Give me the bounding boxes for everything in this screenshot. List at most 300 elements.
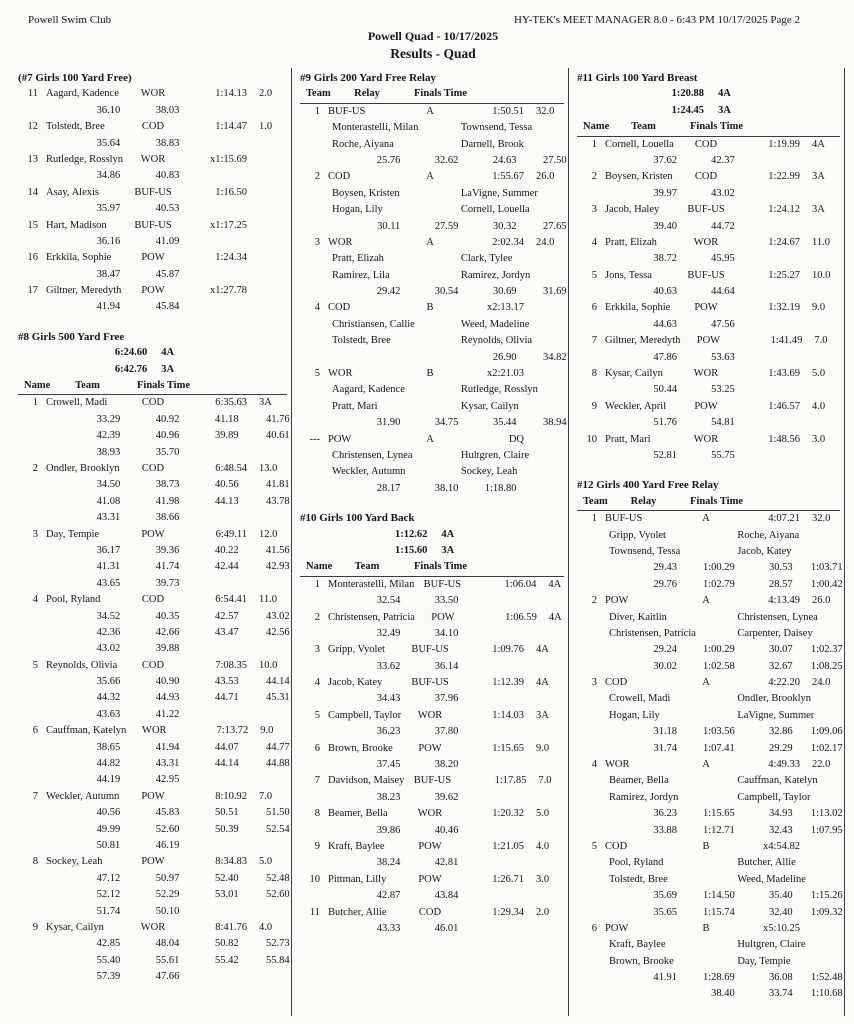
swimmer-name: Jacob, Katey (328, 677, 383, 689)
result-row (18, 185, 287, 201)
split-time: 47.66 (155, 971, 180, 983)
column-header-team: Team (75, 380, 100, 392)
split-time: 31.69 (543, 286, 567, 298)
column-header-team: Team (631, 121, 656, 133)
swimmer-name: Jons, Tessa (605, 269, 652, 281)
split-time: 41.94 (155, 741, 180, 753)
swimmer-name: Gripp, Vyolet (328, 644, 385, 656)
event-section (577, 477, 843, 1003)
team-code: BUF-US (134, 186, 172, 198)
relay-swimmer-name: Crowell, Madi (609, 693, 671, 705)
result-row (18, 119, 287, 135)
relay-swimmer-name: Darnell, Brook (460, 138, 524, 150)
splits-row (18, 805, 290, 821)
split-time: 32.49 (376, 627, 401, 639)
event-section (18, 70, 287, 316)
split-time: 35.44 (492, 417, 517, 429)
swimmer-name: Butcher, Allie (328, 906, 387, 918)
split-time (793, 415, 843, 431)
splits-row (577, 219, 840, 235)
qualifying-standard-row (300, 527, 564, 543)
relay-swimmer-name: Christensen, Lynea (332, 449, 413, 461)
split-time: 43.47 (214, 626, 239, 638)
split-time: 40.61 (266, 430, 290, 442)
relay-swimmer-name: Campbell, Taylor (737, 791, 811, 803)
standard-label: 3A (161, 363, 175, 375)
relay-swimmers-row (300, 382, 564, 398)
split-time: 49.99 (96, 823, 121, 835)
split-time (516, 481, 566, 497)
relay-swimmer-name: Beamer, Bella (609, 775, 669, 787)
points-or-standard: 3A (812, 204, 825, 216)
relay-swimmers-row (300, 251, 564, 267)
split-time: 40.56 (96, 807, 121, 819)
finals-time: 1:25.27 (768, 269, 800, 281)
finals-time: 1:24.67 (768, 236, 800, 248)
split-time (239, 445, 290, 461)
finals-time: 1:24.12 (768, 204, 800, 216)
split-time: 44.88 (266, 758, 290, 770)
points-or-standard: 4A (536, 677, 549, 689)
relay-swimmer-name: Boysen, Kristen (332, 187, 400, 199)
team-code: WOR (140, 88, 166, 100)
relay-swimmer-name: Carpenter, Daisey (737, 627, 813, 639)
split-time (516, 855, 566, 871)
split-time: 1:02.79 (703, 578, 735, 590)
split-time: 52.40 (214, 872, 239, 884)
split-time (239, 772, 290, 788)
swimmer-name: Christensen, Patricia (328, 611, 415, 623)
result-row (300, 642, 564, 658)
team-code: POW (141, 252, 165, 264)
splits-row (577, 186, 840, 202)
team-code: WOR (693, 433, 719, 445)
team-code: WOR (693, 368, 719, 380)
place-number: 5 (32, 659, 38, 671)
split-time: 38.40 (711, 988, 735, 1000)
results-column-2 (292, 68, 569, 1016)
split-time: 1:02.17 (810, 742, 843, 754)
place-number: 11 (309, 906, 320, 918)
split-time: 52.29 (155, 889, 180, 901)
points-or-standard (247, 185, 287, 201)
finals-time: 1:14.03 (492, 709, 524, 721)
team-code: BUF-US (411, 644, 449, 656)
points-or-standard: 5.0 (259, 856, 273, 868)
split-time: 32.43 (769, 824, 793, 836)
relay-swimmer-name: Ramirez, Lila (332, 269, 390, 281)
split-time: 39.86 (376, 824, 401, 836)
result-row (577, 511, 840, 527)
place-number: 14 (27, 186, 38, 198)
split-time: 40.63 (653, 286, 677, 298)
result-row (577, 399, 840, 415)
relay-team-name: POW (605, 595, 629, 607)
split-time: 1:15.74 (703, 906, 735, 918)
splits-row (577, 382, 840, 398)
relay-swimmers-row (300, 137, 564, 153)
split-time: 39.97 (653, 187, 677, 199)
split-time: 45.31 (266, 692, 290, 704)
split-time: 36.23 (653, 808, 677, 820)
points-or-standard: 3.0 (536, 873, 550, 885)
standard-time: 6:24.60 (114, 347, 148, 359)
split-time (239, 103, 290, 119)
result-row (300, 577, 564, 593)
standard-time: 6:42.76 (114, 363, 148, 375)
finals-time: 1:29.34 (492, 906, 524, 918)
split-time (179, 234, 238, 250)
splits-row (18, 510, 287, 526)
split-time: 42.95 (155, 774, 180, 786)
place-number: 16 (27, 252, 38, 264)
points-or-standard: 11.0 (812, 236, 830, 248)
swimmer-name: Jacob, Haley (605, 204, 660, 216)
relay-swimmers-row (300, 399, 564, 415)
result-row (18, 86, 287, 102)
split-time: 43.02 (266, 610, 290, 622)
split-time: 41.09 (155, 235, 180, 247)
splits-row (577, 724, 843, 740)
splits-row (18, 299, 287, 315)
split-time (179, 707, 238, 723)
points-or-standard: 22.0 (812, 759, 831, 771)
finals-time: 1:14.47 (215, 121, 247, 133)
split-time: 45.87 (155, 268, 180, 280)
result-row (18, 527, 287, 543)
place-number: 10 (586, 433, 597, 445)
relay-swimmer-name: Diver, Kaitlin (609, 611, 667, 623)
finals-time: x4:54.82 (762, 840, 800, 852)
relay-swimmer-name: Roche, Aiyana (332, 138, 394, 150)
standard-label: 4A (441, 528, 455, 540)
result-row (577, 366, 840, 382)
relay-swimmer-name: Cornell, Louella (460, 204, 530, 216)
splits-row (300, 626, 564, 642)
split-time: 42.93 (266, 561, 290, 573)
split-time: 27.59 (434, 220, 459, 232)
split-time (179, 299, 238, 315)
split-time (458, 921, 516, 937)
relay-team-name: COD (328, 171, 351, 183)
finals-time: 6:35.63 (215, 397, 247, 409)
place-number: 11 (27, 88, 38, 100)
split-time (516, 626, 566, 642)
split-time (179, 576, 238, 592)
finals-time: 7:08.35 (215, 659, 247, 671)
splits-row (18, 936, 290, 952)
swimmer-name: Hart, Madison (46, 219, 107, 231)
split-time: 57.39 (96, 971, 121, 983)
split-time (516, 888, 566, 904)
place-number: 12 (27, 121, 38, 133)
split-time: 38.20 (434, 759, 459, 771)
split-time (179, 838, 238, 854)
splits-row (300, 691, 564, 707)
split-time: 50.81 (96, 839, 121, 851)
event-section (18, 329, 290, 986)
points-or-standard: 1.0 (259, 121, 273, 133)
place-number: 2 (314, 611, 320, 623)
place-number: 6 (314, 742, 320, 754)
split-time (179, 969, 238, 985)
finals-time: 7:13.72 (216, 725, 249, 737)
relay-swimmer-name: Brown, Brooke (609, 955, 674, 967)
result-row (18, 920, 287, 936)
result-row (18, 854, 287, 870)
split-time: 44.13 (214, 495, 239, 507)
split-time (735, 219, 793, 235)
split-time: 40.46 (434, 824, 459, 836)
split-time: 53.25 (711, 384, 735, 396)
split-time: 55.40 (96, 954, 121, 966)
team-code: POW (141, 528, 165, 540)
report-title: Results - Quad (390, 46, 476, 61)
place-number: 5 (591, 269, 597, 281)
splits-row (18, 641, 287, 657)
qualifying-standard-row (577, 86, 840, 102)
split-time (179, 445, 238, 461)
swimmer-name: Day, Tempie (46, 528, 100, 540)
team-code: WOR (693, 236, 719, 248)
split-time: 41.76 (266, 413, 290, 425)
points-or-standard: 32.0 (812, 513, 831, 525)
column-header-team: Team (354, 561, 380, 573)
split-time: 25.76 (376, 154, 401, 166)
finals-time: 1:16.50 (215, 186, 247, 198)
split-time (793, 153, 843, 169)
place-number: 1 (591, 513, 597, 525)
result-row (18, 283, 287, 299)
split-time: 1:15.65 (703, 808, 735, 820)
split-time: 30.11 (377, 220, 401, 232)
split-time: 38.93 (96, 446, 121, 458)
splits-row (18, 707, 287, 723)
split-time: 34.52 (96, 610, 121, 622)
finals-time: 1:43.69 (768, 368, 800, 380)
team-code: BUF-US (687, 204, 725, 216)
relay-swimmers-row (577, 708, 840, 724)
split-time: 29.43 (653, 562, 677, 574)
split-time (458, 855, 516, 871)
split-time: 36.14 (434, 660, 459, 672)
split-time: 28.17 (376, 482, 401, 494)
team-code: BUF-US (423, 578, 461, 590)
points-or-standard: 12.0 (259, 528, 278, 540)
split-time (793, 219, 843, 235)
finals-time: x2:21.03 (486, 368, 524, 380)
points-or-standard: 4.0 (259, 921, 273, 933)
splits-row (577, 741, 843, 757)
finals-time: 4:07.21 (768, 513, 800, 525)
splits-row (300, 790, 564, 806)
system-timestamp-line: HY-TEK's MEET MANAGER 8.0 - 6:43 PM 10/17/2025 Page 2 (514, 14, 800, 26)
split-time: 55.84 (266, 954, 290, 966)
split-time: 37.62 (653, 154, 677, 166)
splits-row (18, 609, 290, 625)
result-row (300, 300, 564, 316)
event-title: #12 Girls 400 Yard Free Relay (577, 479, 719, 492)
split-time (179, 103, 238, 119)
split-time: 36.23 (376, 726, 401, 738)
relay-swimmer-name: Hogan, Lily (332, 204, 383, 216)
split-time: 41.94 (96, 301, 121, 313)
split-time (793, 448, 843, 464)
result-row (18, 395, 287, 411)
split-time: 1:13.02 (810, 808, 843, 820)
split-time: 38.47 (96, 268, 121, 280)
relay-letter: A (426, 105, 434, 117)
points-or-standard: 9.0 (536, 742, 550, 754)
split-time: 43.31 (96, 512, 121, 524)
swimmer-name: Beamer, Bella (328, 808, 388, 820)
splits-row (577, 986, 843, 1002)
relay-swimmer-name: Sockey, Leah (460, 466, 518, 478)
split-time (179, 201, 238, 217)
split-time (179, 510, 238, 526)
team-code: POW (418, 840, 442, 852)
split-time: 31.90 (376, 417, 401, 429)
splits-row (18, 822, 290, 838)
finals-time: x1:27.78 (209, 285, 247, 297)
split-time: 52.12 (96, 889, 121, 901)
split-time (793, 284, 843, 300)
relay-swimmer-name: Ondler, Brooklyn (737, 693, 811, 705)
team-code: POW (696, 335, 721, 347)
split-time (516, 659, 566, 675)
split-time: 52.60 (266, 889, 290, 901)
relay-swimmers-row (300, 186, 564, 202)
team-code: COD (694, 171, 718, 183)
split-time: 40.53 (155, 203, 180, 215)
split-time: 38.65 (96, 741, 121, 753)
swimmer-name: Pratt, Elizah (605, 236, 657, 248)
relay-team-name: BUF-US (328, 105, 366, 117)
team-code: COD (141, 121, 165, 133)
split-time: 42.39 (96, 430, 121, 442)
standard-time: 1:24.45 (671, 104, 705, 116)
split-time: 38.24 (376, 857, 401, 869)
split-time: 52.73 (266, 938, 290, 950)
swimmer-name: Weckler, Autumn (46, 790, 120, 802)
split-time: 35.70 (155, 446, 180, 458)
points-or-standard: 7.0 (814, 335, 828, 347)
swimmer-name: Ondler, Brooklyn (46, 462, 120, 474)
relay-team-name: COD (605, 677, 628, 689)
split-time: 32.67 (769, 660, 793, 672)
finals-time: 8:10.92 (215, 790, 247, 802)
split-time (458, 659, 516, 675)
split-time (735, 382, 793, 398)
split-time (458, 823, 516, 839)
split-time: 33.50 (434, 595, 459, 607)
relay-swimmers-row (577, 528, 840, 544)
points-or-standard (247, 283, 287, 299)
finals-time: 1:32.19 (768, 302, 800, 314)
relay-swimmer-name: Roche, Aiyana (737, 529, 800, 541)
qualifying-standard-row (18, 345, 287, 361)
result-row (300, 432, 564, 448)
column-header-name: Name (306, 561, 333, 573)
relay-letter: A (702, 595, 710, 607)
place-number: 1 (591, 138, 597, 150)
event-section (300, 70, 567, 497)
swimmer-name: Erkkila, Sophie (46, 252, 112, 264)
team-code: COD (141, 462, 165, 474)
relay-swimmer-name: Weed, Madeline (460, 318, 530, 330)
finals-time: DQ (508, 433, 524, 445)
result-row (577, 300, 840, 316)
splits-row (18, 904, 287, 920)
column-header-finals-time: Finals Time (414, 561, 467, 573)
result-row (300, 235, 564, 251)
split-time: 44.19 (96, 774, 121, 786)
relay-swimmers-row (577, 872, 840, 888)
split-time: 40.96 (155, 430, 180, 442)
split-time: 33.74 (769, 988, 793, 1000)
relay-swimmers-row (577, 954, 840, 970)
relay-swimmers-row (577, 790, 840, 806)
relay-swimmer-name: Kysar, Cailyn (460, 400, 519, 412)
split-time (239, 641, 290, 657)
club-name: Powell Swim Club (28, 14, 112, 26)
relay-team-name: WOR (605, 759, 630, 771)
split-time: 51.50 (266, 807, 290, 819)
splits-row (300, 481, 564, 497)
points-or-standard: 4A (536, 644, 549, 656)
swimmer-name: Giltner, Meredyth (605, 335, 681, 347)
result-row (18, 218, 287, 234)
place-number: 1 (314, 578, 320, 590)
splits-row (18, 740, 290, 756)
split-time: 33.62 (376, 660, 401, 672)
splits-row (18, 136, 287, 152)
split-time: 1:18.80 (484, 482, 517, 494)
swimmer-name: Kysar, Cailyn (605, 368, 663, 380)
split-time: 1:03.71 (810, 562, 843, 574)
split-time: 29.24 (653, 644, 677, 656)
relay-swimmer-name: Tolstedt, Bree (609, 873, 668, 885)
split-time: 32.40 (769, 906, 793, 918)
swimmer-name: Pratt, Mari (605, 433, 651, 445)
relay-swimmer-name: Hultgren, Claire (460, 449, 530, 461)
result-row (577, 839, 840, 855)
splits-row (577, 415, 840, 431)
split-time: 1:02.58 (703, 660, 735, 672)
split-time: 35.65 (653, 906, 677, 918)
split-time (179, 136, 238, 152)
relay-swimmer-name: LaVigne, Summer (737, 709, 815, 721)
table-header-row (18, 378, 287, 395)
event-title: #9 Girls 200 Yard Free Relay (300, 72, 436, 84)
column-header-finals-time: Finals Time (690, 121, 743, 133)
split-time: 39.40 (653, 220, 677, 232)
split-time: 24.63 (492, 154, 517, 166)
place-number: 2 (591, 595, 597, 607)
team-code: COD (141, 659, 165, 671)
split-time: 41.31 (96, 561, 121, 573)
splits-row (577, 888, 843, 904)
relay-swimmers-row (577, 610, 840, 626)
split-time: 34.43 (376, 693, 401, 705)
place-number: 3 (32, 528, 38, 540)
split-time: 30.53 (769, 562, 793, 574)
split-time: 39.89 (214, 430, 239, 442)
split-time: 50.97 (155, 872, 180, 884)
points-or-standard: 4A (548, 611, 562, 623)
finals-time: 1:14.13 (215, 88, 247, 100)
result-row (577, 675, 840, 691)
